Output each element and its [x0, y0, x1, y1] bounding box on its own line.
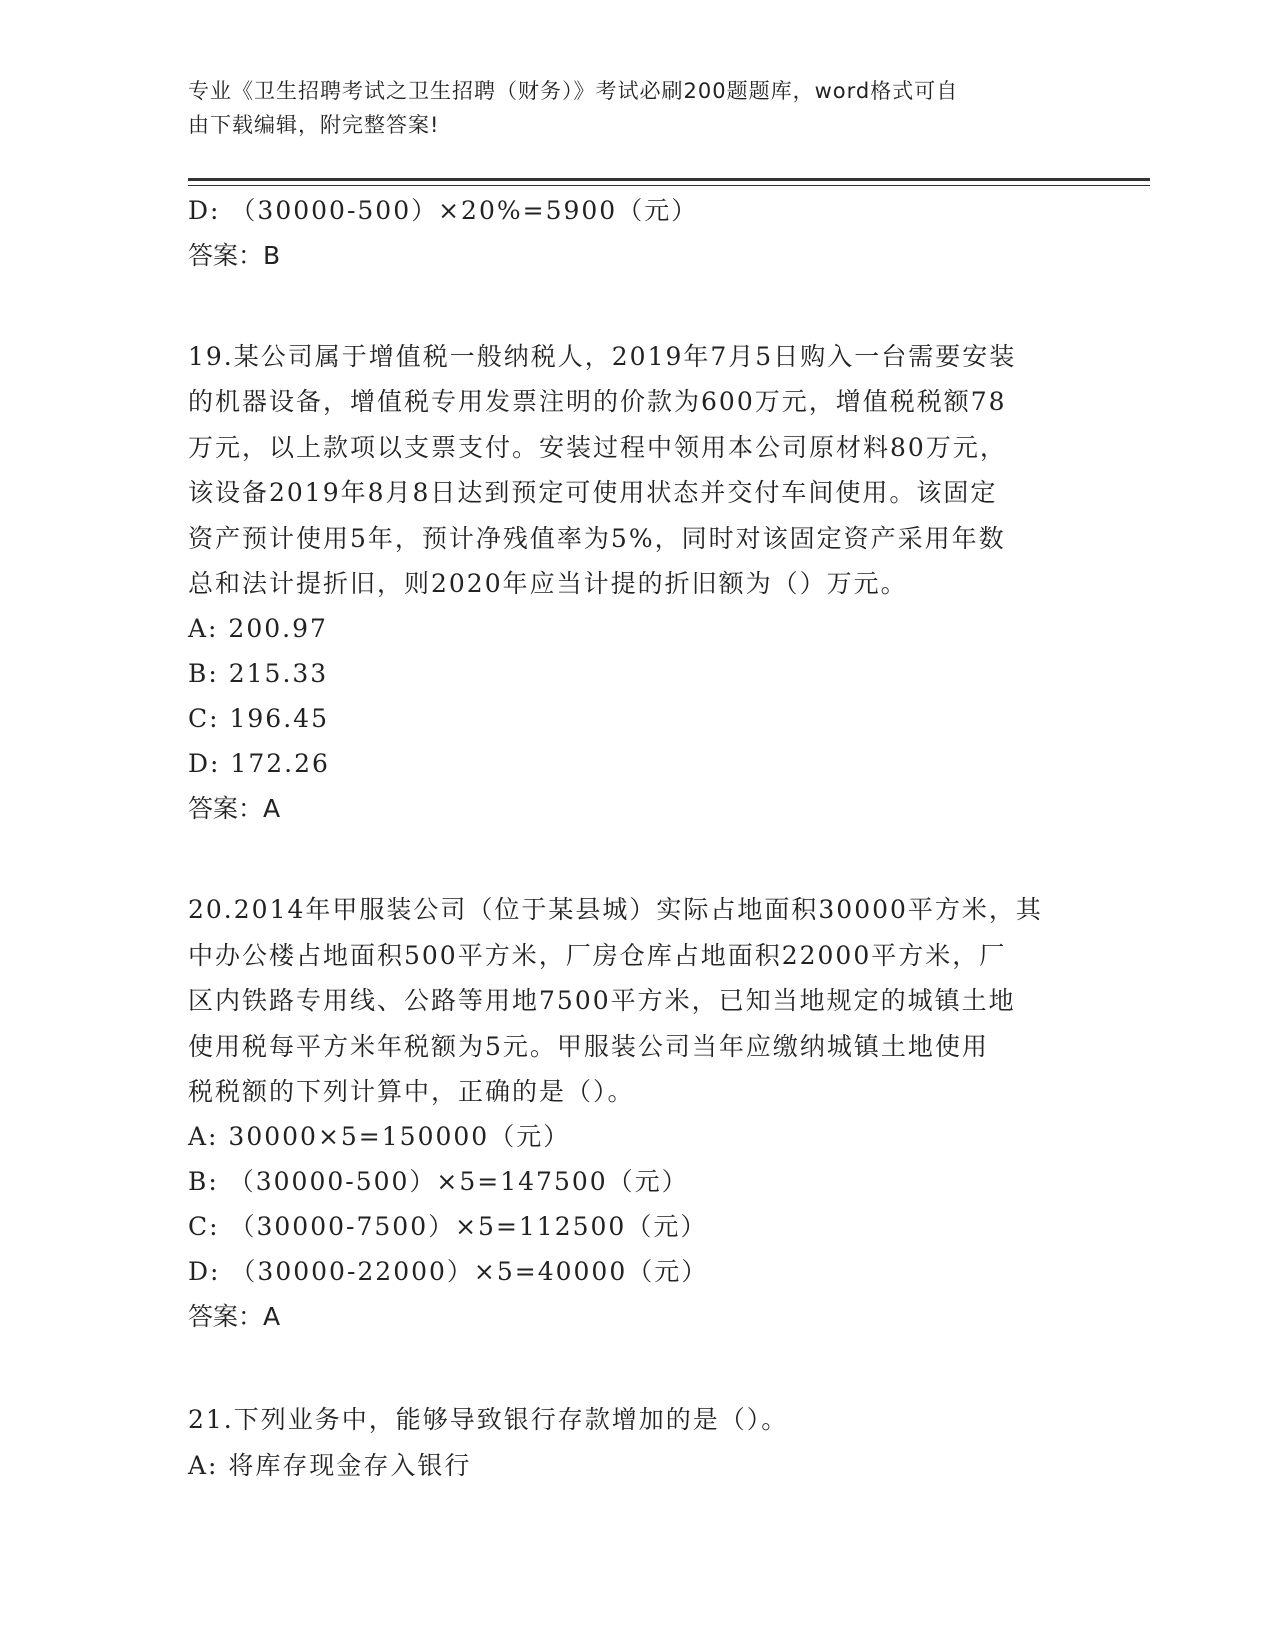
- stem-line: 21.下列业务中，能够导致银行存款增加的是（）。: [188, 1405, 789, 1435]
- stem-line: 19.某公司属于增值税一般纳税人，2019年7月5日购入一台需要安装: [188, 342, 1017, 371]
- option-d: D: （30000-22000）×5=40000（元）: [188, 1257, 709, 1287]
- stem-line: 20.2014年甲服装公司（位于某县城）实际占地面积30000平方米，其: [188, 895, 1043, 925]
- answer: 答案：A: [188, 1302, 281, 1332]
- option-d: D: （30000-500）×20%=5900（元）: [188, 196, 699, 225]
- spacer: [188, 831, 1088, 887]
- stem-line: 区内铁路专用线、公路等用地7500平方米，已知当地规定的城镇土地: [188, 986, 1016, 1016]
- stem-line: 的机器设备，增值税专用发票注明的价款为600万元，增值税税额78: [188, 387, 1007, 417]
- answer: 答案：A: [188, 794, 281, 824]
- option-d: D: 172.26: [188, 749, 330, 779]
- header-line-2: 由下载编辑，附完整答案!: [188, 113, 440, 137]
- spacer: [188, 278, 1088, 334]
- header-rule-thin: [188, 185, 1150, 186]
- question-content: [188, 188, 1088, 1488]
- option-b: B: 215.33: [188, 659, 329, 689]
- stem-line: 万元，以上款项以支票支付。安装过程中领用本公司原材料80万元，: [188, 432, 1007, 462]
- question-stem: [188, 887, 1088, 1114]
- option-a: A: 30000×5=150000（元）: [188, 1122, 571, 1152]
- document-header: [188, 74, 1088, 142]
- spacer: [188, 1339, 1088, 1397]
- option-a: A: 将库存现金存入银行: [188, 1450, 472, 1480]
- option-a: A: 200.97: [188, 614, 328, 644]
- stem-line: 使用税每平方米年税额为5元。甲服装公司当年应缴纳城镇土地使用: [188, 1031, 989, 1061]
- header-line-1: 专业《卫生招聘考试之卫生招聘（财务）》考试必刷200题题库，word格式可自: [188, 79, 959, 103]
- answer: 答案：B: [188, 241, 281, 270]
- option-b: B: （30000-500）×5=147500（元）: [188, 1167, 689, 1197]
- question-stem: [188, 334, 1088, 606]
- question-20: [188, 887, 1088, 1339]
- question-21: [188, 1397, 1088, 1487]
- question-19: [188, 334, 1088, 831]
- stem-line: 资产预计使用5年，预计净残值率为5%，同时对该固定资产采用年数: [188, 523, 1006, 553]
- stem-line: 该设备2019年8月8日达到预定可使用状态并交付车间使用。该固定: [188, 478, 998, 508]
- option-c: C: （30000-7500）×5=112500（元）: [188, 1212, 708, 1242]
- stem-line: 税税额的下列计算中，正确的是（）。: [188, 1076, 635, 1106]
- option-c: C: 196.45: [188, 704, 329, 734]
- previous-question-tail: [188, 188, 1088, 278]
- header-rule-thick: [188, 178, 1150, 181]
- stem-line: 总和法计提折旧，则2020年应当计提的折旧额为（）万元。: [188, 568, 908, 598]
- stem-line: 中办公楼占地面积500平方米，厂房仓库占地面积22000平方米，厂: [188, 940, 1007, 970]
- question-stem: [188, 1397, 1088, 1442]
